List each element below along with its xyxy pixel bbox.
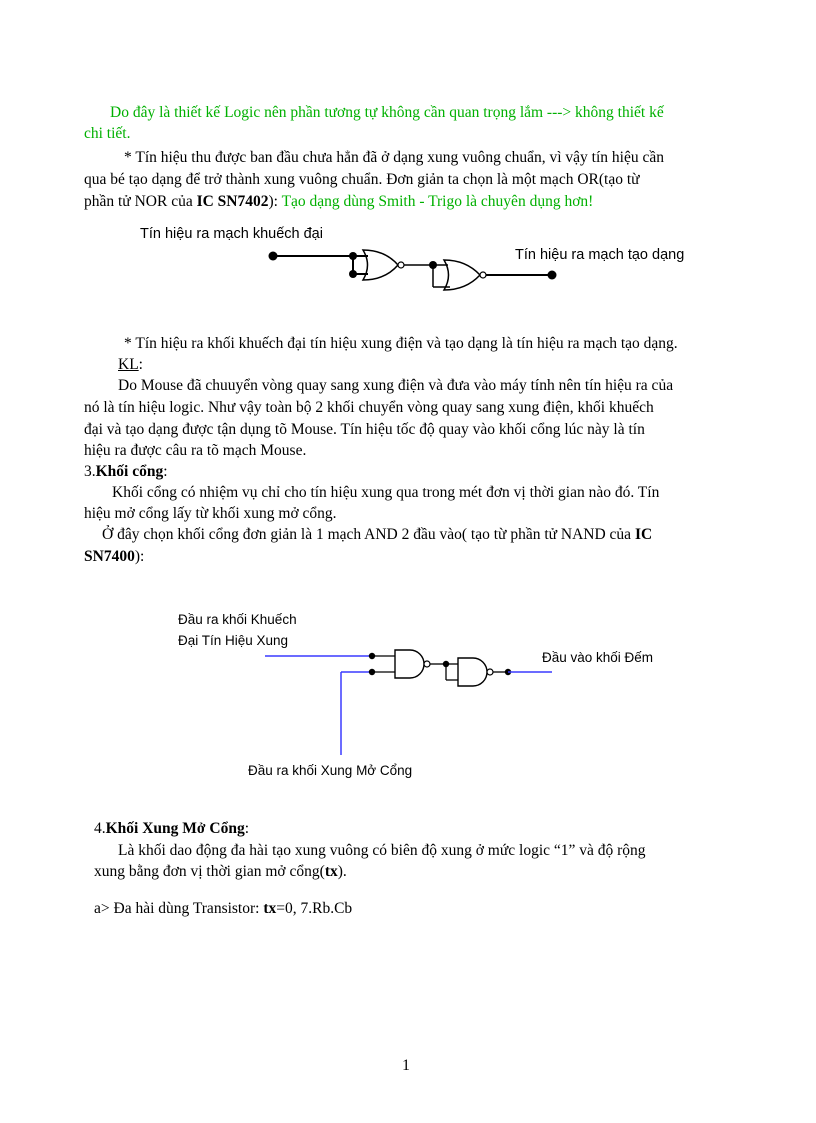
ic-name: SN7400 [84, 548, 135, 565]
section4-line-1: Là khối dao động đa hài tạo xung vuông có biên độ xung ở mức logic “1” và độ rộng [118, 842, 646, 859]
kl-text: KL [118, 356, 139, 373]
section-title: Khối Xung Mở Cổng [105, 820, 245, 837]
section3-line-1: Khối cổng có nhiệm vụ chỉ cho tín hiệu xung qua trong mét đơn vị thời gian nào đó. Tín [112, 484, 660, 501]
kl-line-1: Do Mouse đã chuuyển vòng quay sang xung điện và đưa vào máy tính nên tín hiệu ra của [118, 377, 674, 394]
text-span: Ở đây chọn khối cổng đơn giản là 1 mạch AND 2 đầu vào( tạo từ phần tử NAND của [102, 526, 635, 543]
kl-colon: : [138, 356, 143, 373]
section-number: 3. [84, 463, 96, 480]
kl-line-3: đại và tạo dạng được tận dụng tõ Mouse. Tín hiệu tốc độ quay vào khối cổng lúc này là tín [84, 421, 645, 438]
section4-heading [94, 819, 249, 839]
intro-note-line-2: chi tiết. [84, 125, 131, 142]
text-span: a> Đa hài dùng Transistor: [94, 900, 264, 917]
tx-symbol: tx [324, 863, 338, 880]
diagram1-input-label: Tín hiệu ra mạch khuếch đại [140, 226, 323, 242]
section4-formula [94, 899, 352, 919]
kl-line-2: nó là tín hiệu logic. Như vậy toàn bộ 2 khối chuyển vòng quay sang xung điện, khối khuếch [84, 399, 654, 416]
page-number: 1 [402, 1057, 410, 1074]
section4-line-2 [94, 862, 347, 882]
para-signal-line-2: qua bé tạo dạng để trở thành xung vuông chuẩn. Đơn giản ta chọn là một mạch OR(tạo từ [84, 171, 640, 188]
kl-line-4: hiệu ra được câu ra tõ mạch Mouse. [84, 442, 307, 459]
section-number: 4. [94, 820, 106, 837]
para-output-line: * Tín hiệu ra khối khuếch đại tín hiệu xung điện và tạo dạng là tín hiệu ra mạch tạo dạng. [124, 335, 678, 352]
ic-name: IC SN7402 [196, 193, 269, 210]
diagram2-output-label: Đầu vào khối Đếm [542, 650, 654, 665]
section-colon: : [163, 463, 168, 480]
text-span: xung bằng đơn vị thời gian mở cổng( [94, 863, 325, 880]
diagram2-gate-label: Đầu ra khối Xung Mở Cổng [248, 763, 413, 778]
section-title: Khối cổng [95, 463, 164, 480]
text-span: ): [268, 193, 282, 210]
text-span: phần tử NOR của [84, 193, 197, 210]
text-span: ). [337, 863, 347, 880]
intro-note-line-1: Do đây là thiết kế Logic nên phần tương tự không cần quan trọng lắm ---> không thiết kế [110, 104, 664, 121]
diagram2-input-label-2: Đại Tín Hiệu Xung [178, 633, 289, 648]
text-span: =0, 7.Rb.Cb [276, 900, 353, 917]
section-colon: : [244, 820, 250, 837]
diagram1-output-label: Tín hiệu ra mạch tạo dạng [515, 247, 685, 263]
diagram2-input-label-1: Đầu ra khối Khuếch [178, 612, 297, 627]
section3-line-2: hiệu mở cổng lấy từ khối xung mở cổng. [84, 505, 337, 522]
para-signal-line-1: * Tín hiệu thu được ban đầu chưa hẳn đã ở dạng xung vuông chuẩn, vì vậy tín hiệu cần [124, 149, 664, 166]
text-span: ): [134, 548, 145, 565]
ic-prefix: IC [634, 526, 653, 543]
green-note: Tạo dạng dùng Smith - Trigo là chuyên dụng hơn! [281, 193, 594, 210]
tx-symbol: tx [263, 900, 277, 917]
